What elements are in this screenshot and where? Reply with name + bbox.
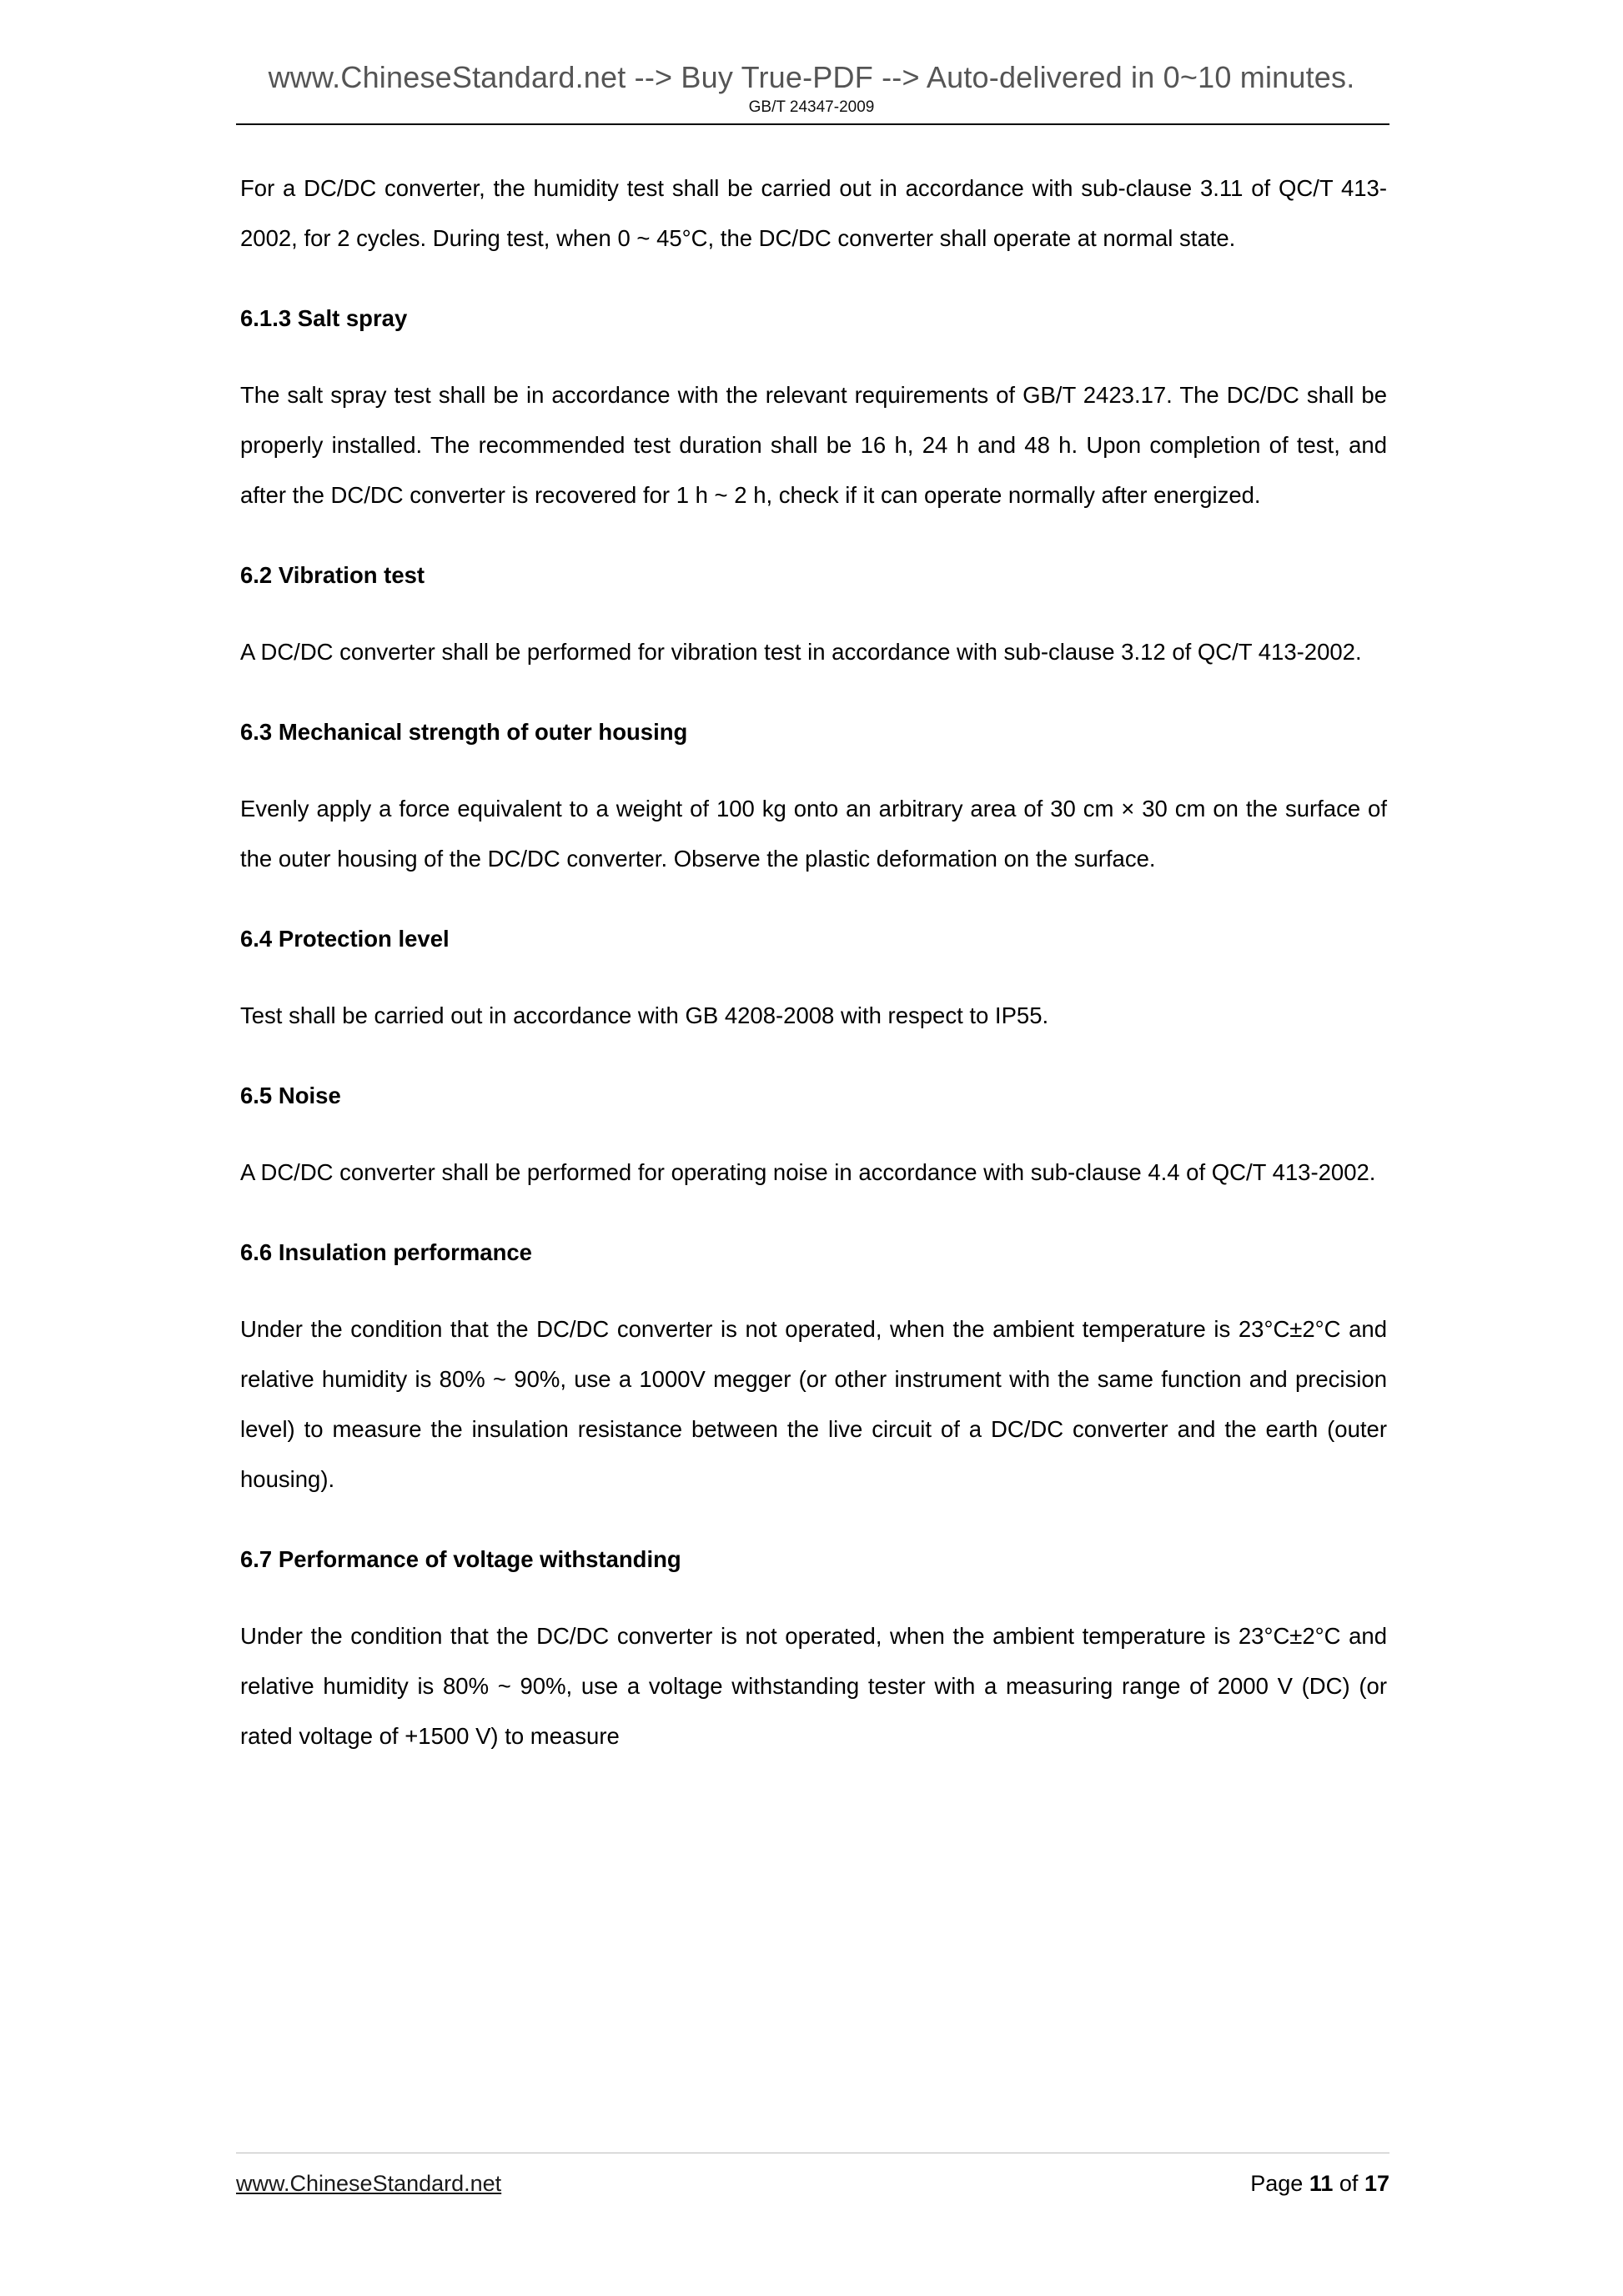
paragraph-noise: A DC/DC converter shall be performed for operating noise in accordance with sub-clause 4.4 of QC/T 413-2002. (240, 1159, 1376, 1185)
spacer (240, 1271, 1387, 1304)
spacer (240, 751, 1387, 784)
paragraph-insulation-performance: Under the condition that the DC/DC converter is not operated, when the ambient temperature is 23°C±2°C and relative humidity is 80% ~ 90%, use a 1000V megger (or other instrument with the same function and precision level) to measure the insulation resistance between the live circuit of a DC/DC converter and the earth (outer housing). (240, 1316, 1387, 1492)
paragraph-mechanical-strength: Evenly apply a force equivalent to a weight of 100 kg onto an arbitrary area of 30 cm × 30 cm on the surface of the outer housing of the DC/DC converter. Observe the plastic deformation on the surface. (240, 796, 1387, 872)
spacer (240, 957, 1387, 991)
spacer (240, 594, 1387, 627)
heading-6-7-voltage-withstanding: 6.7 Performance of voltage withstanding (240, 1546, 681, 1572)
heading-6-5-noise: 6.5 Noise (240, 1083, 341, 1108)
page-footer (236, 2171, 1389, 2197)
footer-page-indicator (1250, 2171, 1389, 2197)
spacer (240, 884, 1387, 921)
footer-page-number: 11 (1309, 2171, 1334, 2196)
spacer (240, 1114, 1387, 1148)
paragraph-humidity-test: For a DC/DC converter, the humidity test shall be carried out in accordance with sub-clause 3.11 of QC/T 413-2002, for 2 cycles. During test, when 0 ~ 45°C, the DC/DC converter shall operate at normal state. (240, 175, 1387, 251)
heading-6-3-mechanical-strength: 6.3 Mechanical strength of outer housing (240, 719, 688, 745)
paragraph-salt-spray: The salt spray test shall be in accordance with the relevant requirements of GB/T 2423.17. The DC/DC shall be properly installed. The recommended test duration shall be 16 h, 24 h and 48 h. Upon completion of test, and after the DC/DC converter is recovered for 1 h ~ 2 h, check if it can operate normally after energized. (240, 382, 1387, 508)
paragraph-voltage-withstanding: Under the condition that the DC/DC converter is not operated, when the ambient temperature is 23°C±2°C and relative humidity is 80% ~ 90%, use a voltage withstanding tester with a measuring range of 2000 V (DC) (or rated voltage of +1500 V) to measure (240, 1623, 1387, 1749)
paragraph-protection-level: Test shall be carried out in accordance with GB 4208-2008 with respect to IP55. (240, 1002, 1049, 1028)
header-divider (236, 123, 1389, 125)
footer-page-label: Page (1250, 2171, 1304, 2196)
footer-site-link[interactable]: www.ChineseStandard.net (236, 2171, 502, 2196)
heading-6-6-insulation-performance: 6.6 Insulation performance (240, 1239, 532, 1265)
spacer (240, 1578, 1387, 1611)
paragraph-vibration-test: A DC/DC converter shall be performed for vibration test in accordance with sub-clause 3.12 of QC/T 413-2002. (240, 639, 1362, 665)
footer-page-total: 17 (1364, 2171, 1389, 2196)
heading-6-4-protection-level: 6.4 Protection level (240, 926, 450, 952)
footer-of-label: of (1339, 2171, 1359, 2196)
watermark-banner: www.ChineseStandard.net --> Buy True-PDF --> Auto-delivered in 0~10 minutes. (268, 60, 1355, 94)
spacer (240, 264, 1387, 300)
spacer (240, 1041, 1387, 1078)
heading-6-2-vibration-test: 6.2 Vibration test (240, 562, 425, 588)
document-standard-number: GB/T 24347-2009 (748, 98, 875, 116)
spacer (240, 1198, 1387, 1234)
spacer (240, 1505, 1387, 1541)
spacer (240, 677, 1387, 714)
spacer (240, 337, 1387, 370)
heading-6-1-3-salt-spray: 6.1.3 Salt spray (240, 305, 408, 331)
spacer (240, 520, 1387, 557)
document-body (240, 163, 1387, 1761)
